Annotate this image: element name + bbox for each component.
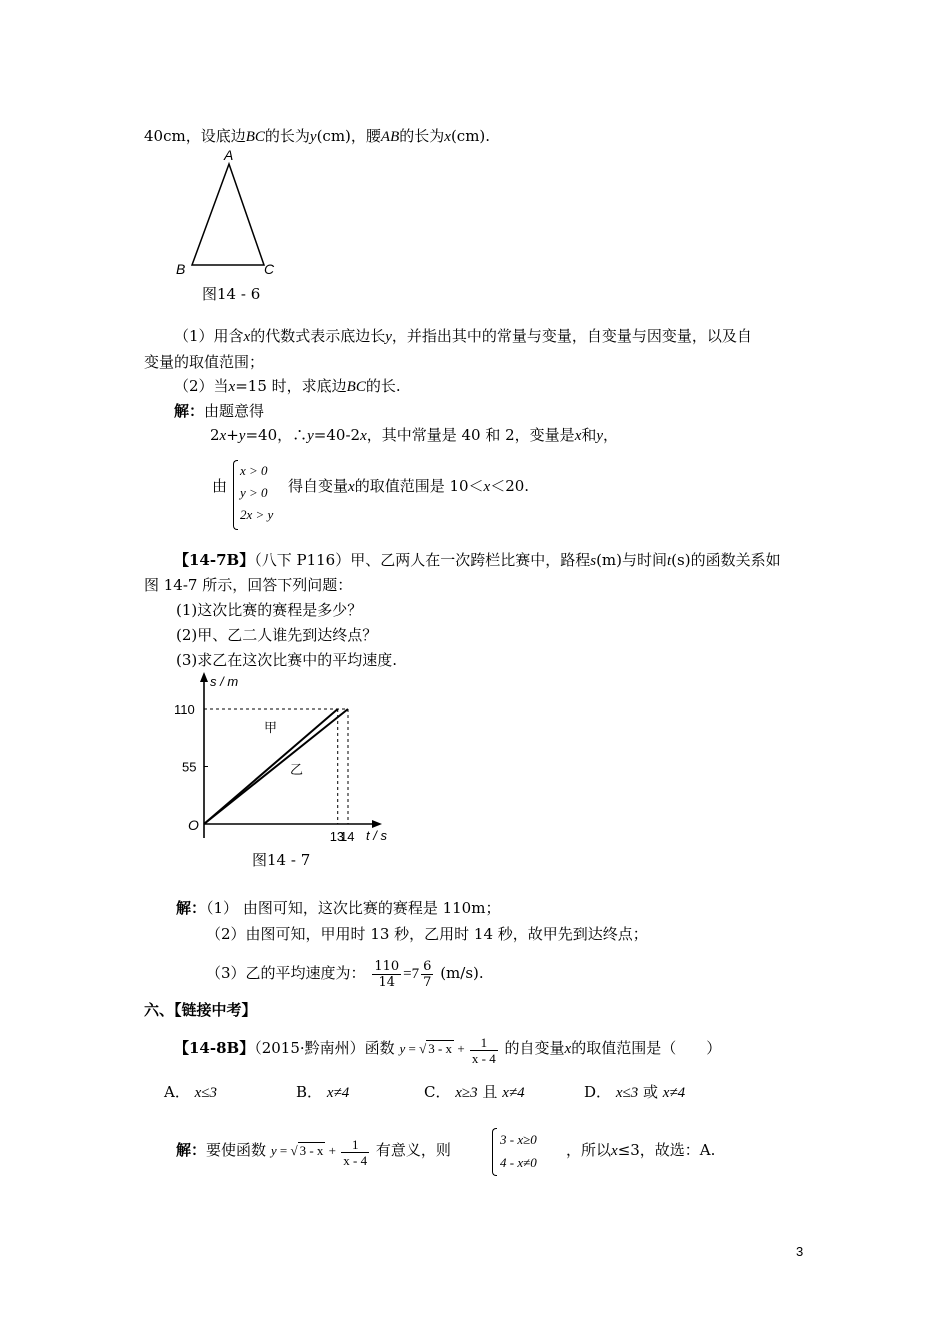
inequality-2: y > 0 <box>240 485 268 500</box>
fraction <box>470 1035 498 1066</box>
question-tag: 【14-7B】 <box>174 551 255 569</box>
text: =15 时，求底边 <box>235 377 347 395</box>
condition-1: 3 - x≥0 <box>500 1132 537 1147</box>
denominator: 14 <box>372 974 401 990</box>
origin-label: O <box>188 817 199 833</box>
equals: = <box>405 1041 420 1056</box>
radicand: 3 - x <box>299 1143 324 1158</box>
text: （1）用含 <box>174 327 244 345</box>
text: (s)的函数关系如 <box>671 551 781 569</box>
series-label-yi: 乙 <box>290 762 304 777</box>
text: (m)与时间 <box>596 551 667 569</box>
intro-text: 的长为 <box>264 127 310 145</box>
condition-2: 4 - x≠0 <box>500 1155 537 1170</box>
system-prefix: 由 <box>212 477 228 495</box>
solution-14-6-line2 <box>210 425 618 446</box>
var-y: y <box>385 329 392 345</box>
text: 2 <box>210 426 220 444</box>
system-conditions <box>500 1128 537 1174</box>
section-heading: 六、【链接中考】 <box>144 1001 257 1019</box>
y-tick-label: 110 <box>174 702 195 717</box>
var-y: y <box>309 129 317 145</box>
text: 得自变量 <box>288 477 349 495</box>
text: ，并指出其中的常量与变量，自变量与因变量，以及自 <box>391 327 752 345</box>
text: =40，∴ <box>245 426 308 444</box>
denominator: x - 4 <box>471 1050 496 1066</box>
var-x: x <box>483 479 491 495</box>
question-tag: 【14-8B】 <box>174 1039 255 1057</box>
x-axis-label: t / s <box>366 828 387 843</box>
var-bc: BC <box>346 379 366 395</box>
inequality-3: 2x > y <box>240 507 274 522</box>
var-bc: BC <box>245 129 265 145</box>
option-text: x≠4 <box>326 1085 350 1101</box>
option-text: x≠4 <box>662 1085 686 1101</box>
text: ，其中常量是 40 和 2，变量是 <box>366 426 575 444</box>
equals-seven: =7 <box>403 966 420 982</box>
question-14-7-item1: (1)这次比赛的赛程是多少？ <box>176 601 363 619</box>
numerator: 1 <box>351 1136 359 1152</box>
var-x: x <box>574 428 582 444</box>
text: ， <box>603 426 619 444</box>
text: 的取值范围是（ ） <box>571 1039 722 1057</box>
plus: + <box>325 1143 340 1158</box>
text: 有意义，则 <box>375 1141 451 1159</box>
var-t: t <box>667 553 672 569</box>
text: 的长. <box>365 377 401 395</box>
text: （1） 由图可知，这次比赛的赛程是 110m； <box>206 899 501 917</box>
text: （2015·黔南州）函数 <box>254 1039 395 1057</box>
question-14-7-line1 <box>174 550 781 571</box>
solution-14-7-line1 <box>176 898 500 918</box>
var-x: x <box>348 479 355 495</box>
text: 和 <box>581 426 597 444</box>
option-label: A． <box>164 1083 190 1101</box>
option-text: 且 <box>477 1083 503 1101</box>
question-14-7-item3: (3)求乙在这次比赛中的平均速度. <box>176 651 398 669</box>
function-formula: y = √ 3 - x + $\frac{1}{x - 4}$ <box>399 1034 496 1066</box>
var-x: x <box>243 329 251 345</box>
question-14-7-line2: 图 14-7 所示，回答下列问题： <box>144 576 353 594</box>
var-x: x <box>564 1041 572 1057</box>
var-y: y <box>270 1143 277 1158</box>
option-label: B． <box>296 1083 323 1101</box>
intro-line <box>144 126 490 147</box>
x-tick-label: 13 <box>329 829 345 844</box>
text: =40-2 <box>313 426 361 444</box>
option-b <box>296 1082 349 1103</box>
x-tick-label: 14 <box>340 829 355 844</box>
var-y: y <box>238 428 246 444</box>
denominator: x - 4 <box>343 1152 368 1168</box>
numerator: 6 <box>423 958 432 974</box>
text: ＜20. <box>490 477 530 495</box>
option-label: C． <box>424 1083 451 1101</box>
var-ab: AB <box>380 129 400 145</box>
y-axis-arrow <box>200 672 208 682</box>
denominator: 7 <box>423 974 432 990</box>
var-x: x <box>219 428 227 444</box>
question-part-2 <box>174 376 401 397</box>
text: ≤3，故选：A. <box>617 1141 716 1159</box>
var-y: y <box>596 428 604 444</box>
equals: = <box>276 1143 291 1158</box>
var-x: x <box>444 129 451 145</box>
series-label-jia: 甲 <box>264 720 278 735</box>
solution-14-7-line3 <box>206 956 484 991</box>
fraction <box>341 1137 369 1168</box>
text: 的代数式表示底边长 <box>250 327 386 345</box>
var-x: x <box>360 428 367 444</box>
option-d <box>584 1082 685 1103</box>
var-s: s <box>590 553 597 569</box>
vertex-a-label: A <box>224 147 234 163</box>
fraction-6-7 <box>421 959 433 990</box>
page-number: 3 <box>796 1244 804 1259</box>
function-formula: y = √ 3 - x + $\frac{1}{x - 4}$ <box>270 1136 368 1168</box>
var-y: y <box>399 1041 406 1056</box>
text: 的取值范围是 10＜ <box>354 477 484 495</box>
intro-text: (cm). <box>450 127 491 145</box>
solution-label: 解： <box>174 402 205 420</box>
distance-time-chart <box>170 670 400 850</box>
question-14-8 <box>174 1030 721 1067</box>
option-a <box>164 1082 217 1103</box>
option-text: x≥3 <box>455 1085 478 1101</box>
y-tick-label: 55 <box>182 759 197 775</box>
var-x: x <box>228 379 236 395</box>
x-axis-arrow <box>372 820 382 828</box>
var-x: x <box>611 1143 618 1159</box>
system-inequalities <box>240 460 273 526</box>
intro-text: (cm)，腰 <box>316 127 381 145</box>
text: （3）乙的平均速度为： <box>206 964 366 982</box>
intro-text: 的长为 <box>399 127 445 145</box>
numerator: 110 <box>374 958 400 974</box>
numerator: 1 <box>480 1034 488 1050</box>
text: （2）当 <box>174 377 229 395</box>
text: 由题意得 <box>204 402 265 420</box>
vertex-b-label: B <box>176 261 186 277</box>
radicand: 3 - x <box>428 1041 453 1056</box>
system-brace <box>492 1128 497 1176</box>
solution-14-6-line1 <box>174 401 264 421</box>
question-14-7-item2: (2)甲、乙二人谁先到达终点？ <box>176 626 378 644</box>
text: 的自变量 <box>504 1039 565 1057</box>
unit: (m/s). <box>440 964 484 982</box>
vertex-c-label: C <box>264 261 275 277</box>
solution-14-8-conclusion <box>566 1140 715 1161</box>
text: ，所以 <box>566 1141 612 1159</box>
text: + <box>226 426 239 444</box>
option-c <box>424 1082 525 1103</box>
inequality-1: x > 0 <box>240 463 268 478</box>
plus: + <box>454 1041 468 1056</box>
solution-14-7-line2: （2）由图可知，甲用时 13 秒，乙用时 14 秒，故甲先到达终点； <box>206 925 648 943</box>
var-y: y <box>307 428 314 444</box>
fraction-110-14 <box>372 959 401 990</box>
y-axis-label: s / m <box>210 674 239 689</box>
figure-caption-14-7: 图14 - 7 <box>252 851 311 869</box>
text: （八下 P116）甲、乙两人在一次跨栏比赛中，路程 <box>254 551 591 569</box>
solution-label: 解： <box>176 899 207 917</box>
option-text: 或 <box>638 1083 663 1101</box>
system-brace <box>233 460 238 530</box>
question-part-1 <box>174 326 752 347</box>
intro-text: 40cm，设底边 <box>144 127 246 145</box>
triangle-figure <box>170 146 290 280</box>
figure-caption-14-6: 图14 - 6 <box>202 285 261 303</box>
range-result <box>288 476 529 497</box>
solution-14-8 <box>176 1132 451 1169</box>
option-text: x≤3 <box>615 1085 639 1101</box>
option-label: D． <box>584 1083 612 1101</box>
option-text: x≠4 <box>502 1085 525 1101</box>
question-part-1-cont: 变量的取值范围； <box>144 353 265 371</box>
option-text: x≤3 <box>194 1085 218 1101</box>
solution-label: 解： <box>176 1141 207 1159</box>
triangle-shape <box>192 164 264 265</box>
text: 要使函数 <box>206 1141 267 1159</box>
